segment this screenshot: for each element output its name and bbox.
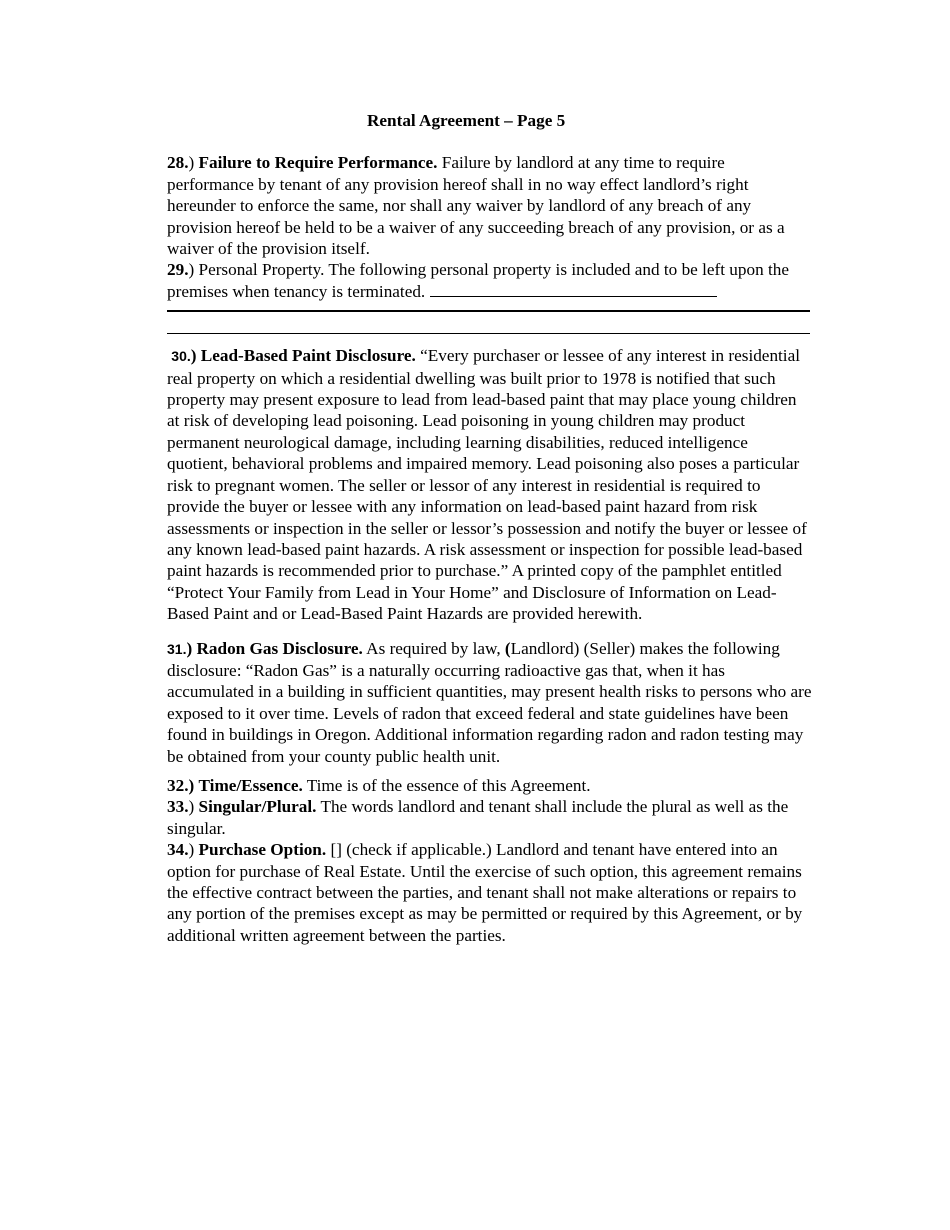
section-33-body: The words landlord and tenant shall include the plural as well as the singular. — [167, 797, 789, 838]
section-31 — [167, 638, 812, 767]
section-30 — [167, 345, 812, 624]
section-33-number: 33. — [167, 797, 189, 817]
section-30-heading: Lead-Based Paint Disclosure. — [200, 346, 416, 366]
section-34-heading: Purchase Option. — [198, 840, 327, 860]
section-34-paren: ) — [188, 840, 195, 860]
section-33 — [167, 796, 812, 839]
section-29-paren: ) — [188, 260, 195, 280]
section-32-heading: Time/Essence. — [198, 775, 303, 795]
section-31-number: 31. — [167, 640, 187, 657]
section-28 — [167, 152, 812, 259]
section-31-bold-paren: ( — [504, 638, 511, 658]
section-34-body: [] (check if applicable.) Landlord and tenant have entered into an option for purchase of Real Estate. Until the exercise of such option, this agreement remains the effective contract between the parties, and tenant shall not make alterations or repairs to any portion of the premises except as may be permitted or required by this Agreement, or by additional written agreement between the parties. — [167, 840, 803, 945]
section-29-number: 29. — [167, 260, 189, 280]
section-33-heading: Singular/Plural. — [198, 797, 317, 817]
section-34-number: 34. — [167, 840, 189, 860]
section-32-number: 32.) — [167, 775, 195, 795]
section-30-number: 30. — [171, 348, 191, 365]
section-34 — [167, 839, 812, 946]
section-28-number: 28. — [167, 153, 189, 173]
page-title: Rental Agreement – Page 5 — [367, 111, 566, 130]
personal-property-line-1[interactable] — [167, 310, 810, 312]
section-30-paren: ) — [190, 346, 197, 366]
section-30-body: “Every purchaser or lessee of any interest in residential real property on which a residential dwelling was built prior to 1978 is notified that such property may present exposure to lead from lead-based paint that may place young children at risk of developing lead poisoning. Lead poisoning in young children may product permanent neurological damage, including learning disabilities, reduced intelligence quotient, behavioral problems and impaired memory. Lead poisoning also poses a particular risk to pregnant women. The seller or lessor of any interest in residential is required to provide the buyer or lessee with any information on lead-based paint hazard from risk assessments or inspection in the seller or lessor’s possession and notify the buyer or lessee of any known lead-based paint hazards. A risk assessment or inspection for possible lead-based paint hazards is recommended prior to purchase.” A printed copy of the pamphlet entitled “Protect Your Family from Lead in Your Home” and Disclosure of Information on Lead-Based Paint and or Lead-Based Paint Hazards are provided herewith. — [167, 346, 807, 624]
section-31-body: Landlord) (Seller) makes the following disclosure: “Radon Gas” is a naturally occurring radioactive gas that, when it has accumulated in a building in sufficient quantities, may present health risks to persons who are exposed to it over time. Levels of radon that exceed federal and state guidelines have been found in buildings in Oregon. Additional information regarding radon and radon testing may be obtained from your county public health unit. — [167, 638, 812, 766]
section-29 — [167, 259, 812, 302]
section-28-body: Failure by landlord at any time to require performance by tenant of any provision hereof shall in no way effect landlord’s right hereunder to enforce the same, nor shall any waiver by landlord of any breach of any provision hereof be held to be a waiver of any succeeding breach of any provision, or as a waiver of the provision itself. — [167, 153, 785, 259]
document-page — [167, 110, 812, 946]
section-31-paren: ) — [186, 638, 193, 658]
section-32-body: Time is of the essence of this Agreement. — [302, 775, 591, 795]
section-28-paren: ) — [188, 153, 195, 173]
section-29-body: Personal Property. The following personal property is included and to be left upon the premises when tenancy is terminated. — [167, 260, 789, 301]
section-32 — [167, 775, 812, 796]
personal-property-blank[interactable] — [430, 281, 717, 297]
section-33-paren: ) — [188, 797, 195, 817]
section-31-body-pre: As required by law, — [362, 638, 505, 658]
section-28-heading: Failure to Require Performance. — [198, 153, 438, 173]
section-31-heading: Radon Gas Disclosure. — [196, 638, 363, 658]
